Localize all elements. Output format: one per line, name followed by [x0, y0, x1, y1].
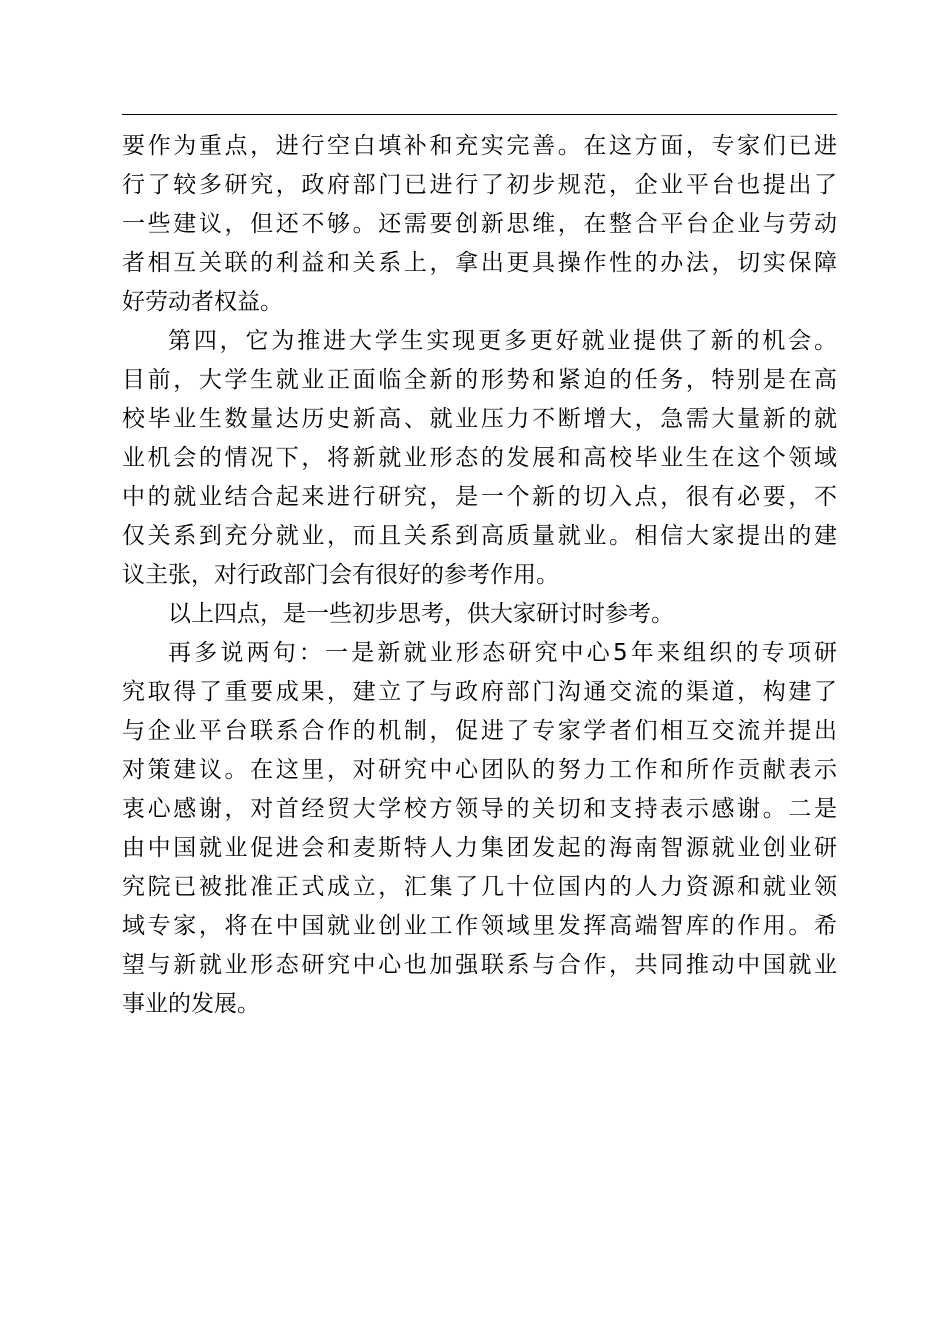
text-line: 事业的发展。	[122, 991, 260, 1017]
paragraph-start-line: 以上四点，是一些初步思考，供大家研讨时参考。	[168, 601, 674, 627]
text-line: 仅关系到充分就业，而且关系到高质量就业。相信大家提出的建	[122, 523, 837, 549]
paragraph-start-line: 再多说两句：一是新就业形态研究中心5年来组织的专项研	[168, 640, 837, 666]
text-line: 一些建议，但还不够。还需要创新思维，在整合平台企业与劳动	[122, 211, 837, 237]
header-rule	[122, 114, 837, 115]
text-line: 业机会的情况下，将新就业形态的发展和高校毕业生在这个领域	[122, 445, 837, 471]
body-text	[122, 127, 837, 1024]
text-line: 域专家，将在中国就业创业工作领域里发挥高端智库的作用。希	[122, 913, 837, 939]
text-line: 衷心感谢，对首经贸大学校方领导的关切和支持表示感谢。二是	[122, 796, 837, 822]
text-line: 者相互关联的利益和关系上，拿出更具操作性的办法，切实保障	[122, 250, 837, 276]
text-line: 与企业平台联系合作的机制，促进了专家学者们相互交流并提出	[122, 718, 837, 744]
paragraph-start-line: 第四，它为推进大学生实现更多更好就业提供了新的机会。	[168, 328, 837, 354]
text-line: 对策建议。在这里，对研究中心团队的努力工作和所作贡献表示	[122, 757, 837, 783]
text-line: 要作为重点，进行空白填补和充实完善。在这方面，专家们已进	[122, 133, 837, 159]
text-line: 目前，大学生就业正面临全新的形势和紧迫的任务，特别是在高	[122, 367, 837, 393]
text-line: 究取得了重要成果，建立了与政府部门沟通交流的渠道，构建了	[122, 679, 837, 705]
text-line: 由中国就业促进会和麦斯特人力集团发起的海南智源就业创业研	[122, 835, 837, 861]
text-line: 中的就业结合起来进行研究，是一个新的切入点，很有必要，不	[122, 484, 837, 510]
text-line: 究院已被批准正式成立，汇集了几十位国内的人力资源和就业领	[122, 874, 837, 900]
text-line: 好劳动者权益。	[122, 289, 283, 315]
text-line: 议主张，对行政部门会有很好的参考作用。	[122, 562, 559, 588]
text-line: 望与新就业形态研究中心也加强联系与合作，共同推动中国就业	[122, 952, 837, 978]
text-line: 行了较多研究，政府部门已进行了初步规范，企业平台也提出了	[122, 172, 837, 198]
text-line: 校毕业生数量达历史新高、就业压力不断增大，急需大量新的就	[122, 406, 837, 432]
